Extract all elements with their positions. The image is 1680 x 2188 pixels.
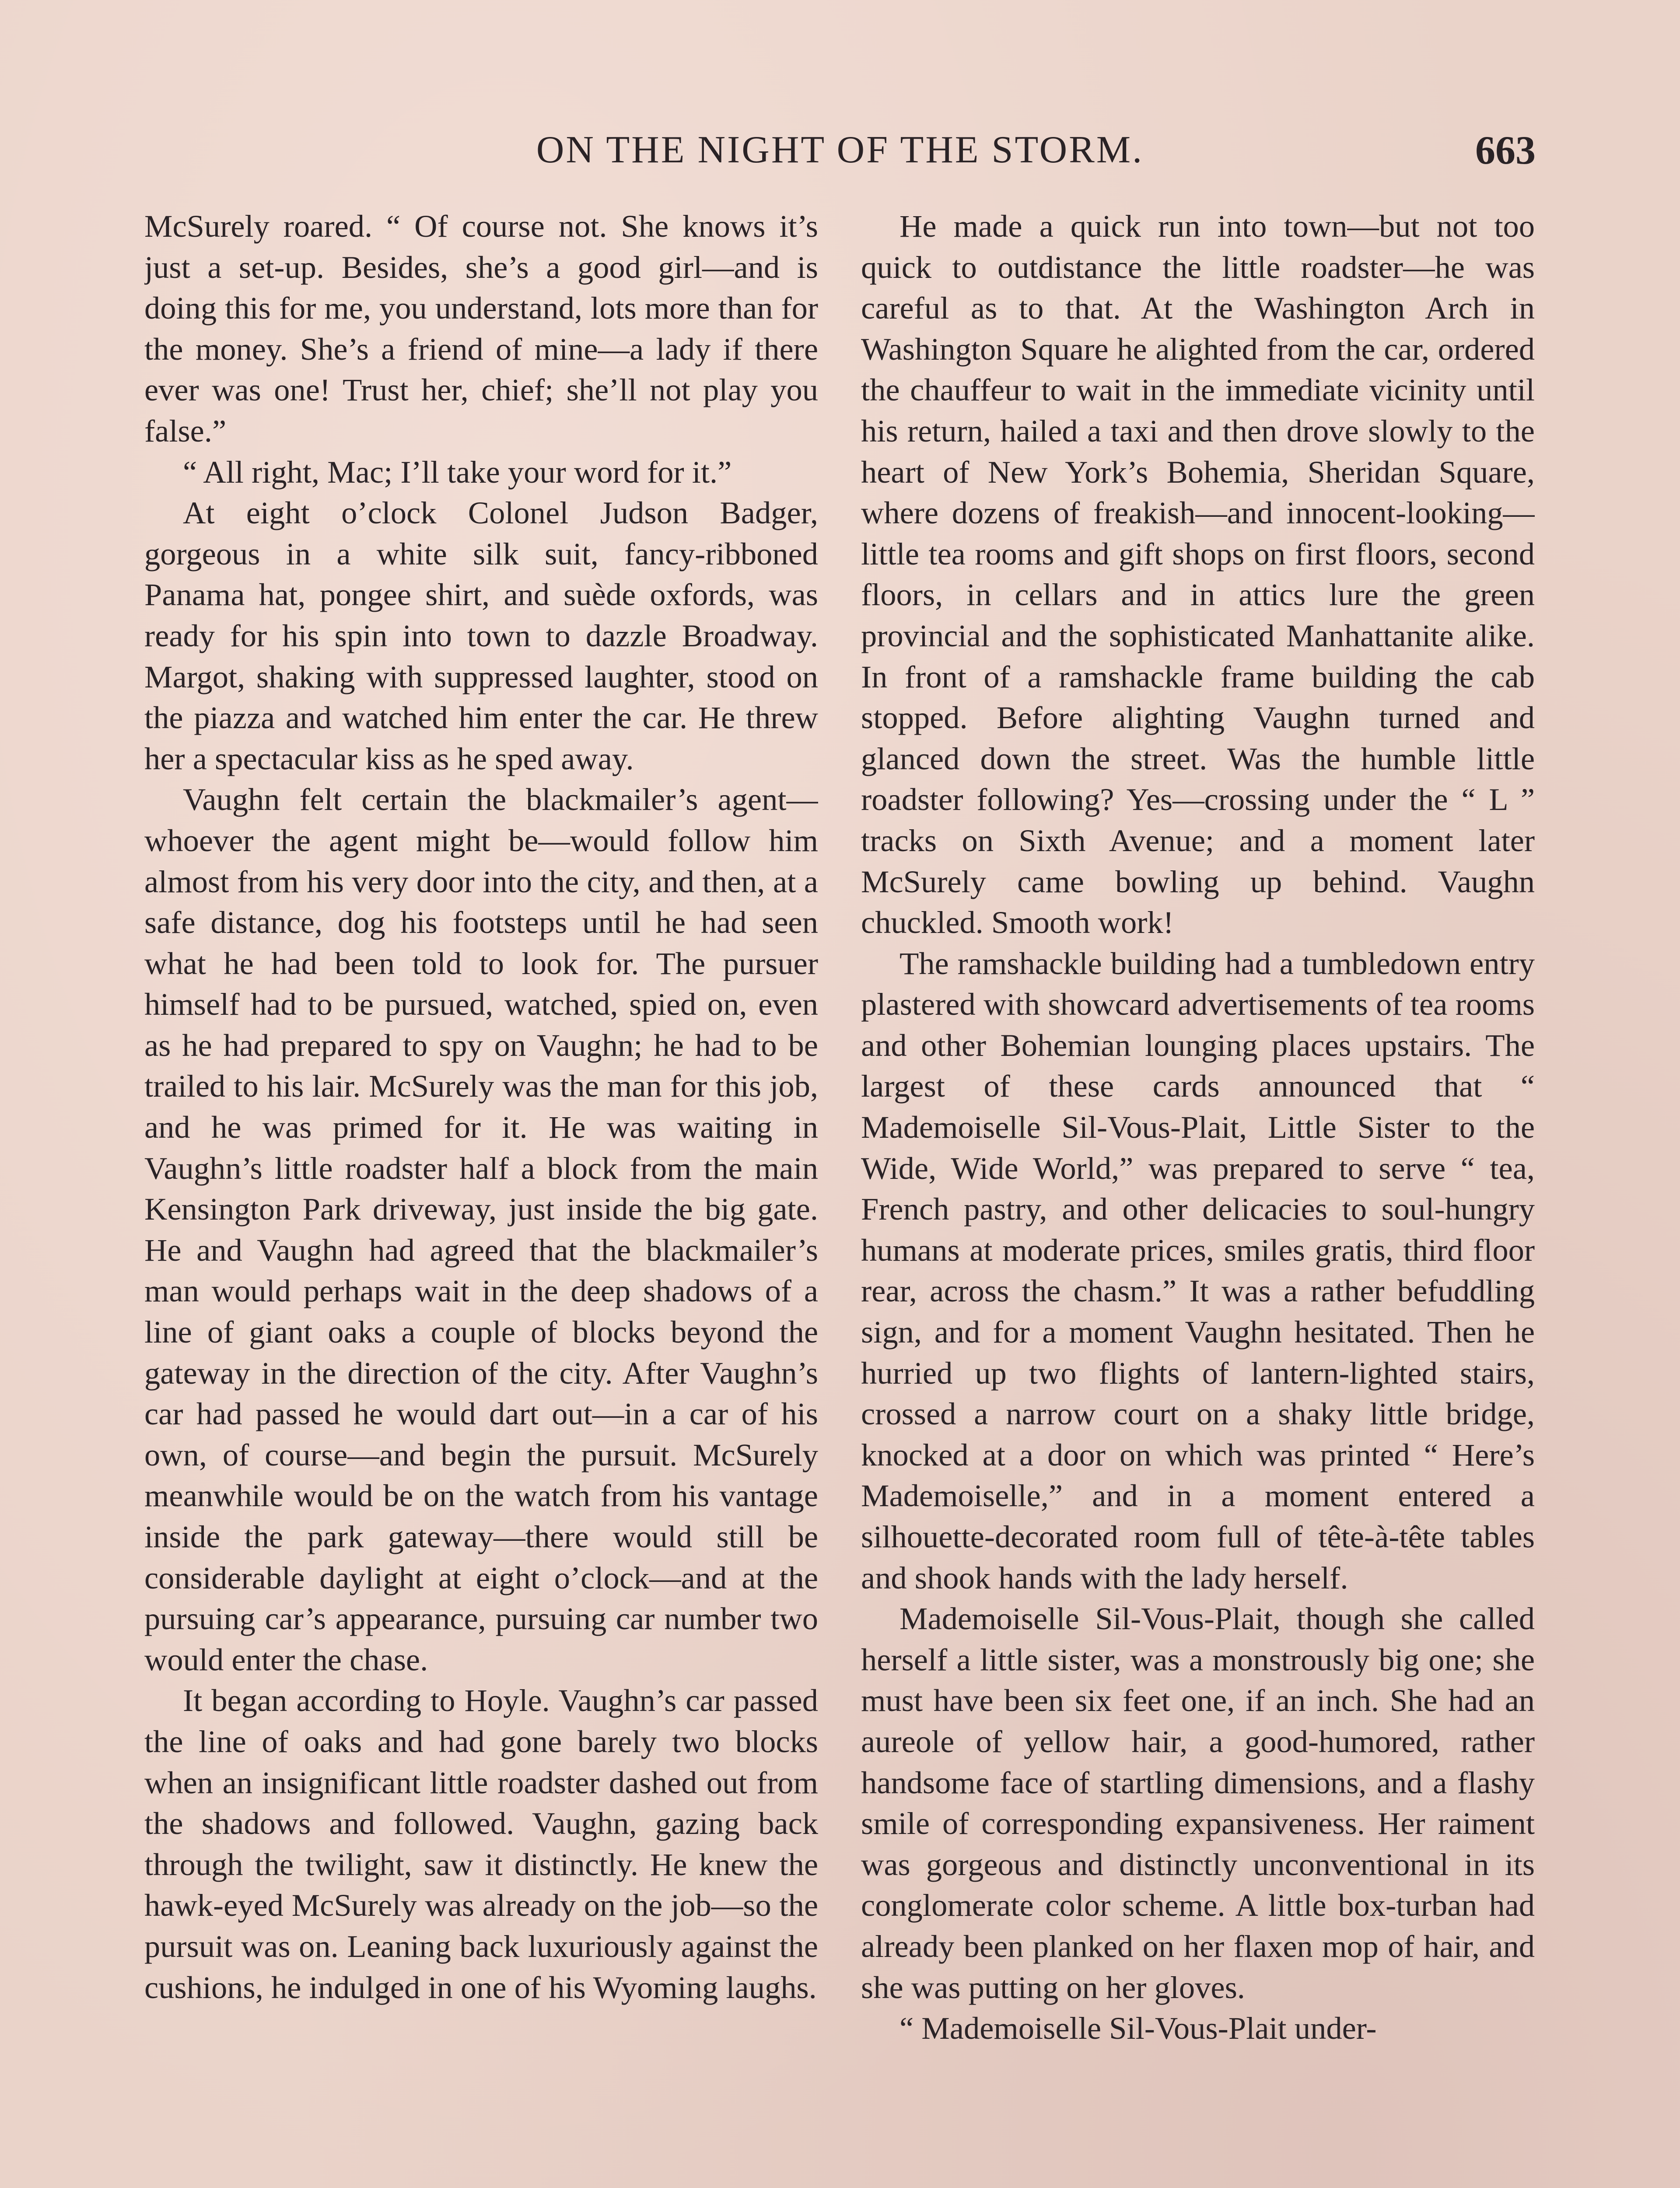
page-number: 663 (1475, 128, 1536, 172)
paragraph: “ All right, Mac; I’ll take your word for it.” (183, 454, 732, 490)
paragraph: He made a quick run into town—but not too quick to outdistance the little roadster—he was careful as to that. At the Washington Arch in Washington Square he alighted from the car, ordered the chauffeur to wait in the immediate vicinity until his return, hailed a taxi and then drove slowly to the heart of New York’s Bohemia, Sheridan Square, where dozens of freakish—and innocent-looking—little tea rooms and gift shops on first floors, second floors, in cellars and in attics lure the green provincial and the sophisticated Manhattanite alike. In front of a ramshackle frame building the cab stopped. Before alighting Vaughn turned and glanced down the street. Was the humble little roadster following? Yes—crossing under the “ L ” tracks on Sixth Avenue; and a moment later McSurely came bowling up behind. Vaughn chuckled. Smooth work! (861, 208, 1535, 940)
paragraph: McSurely roared. “ Of course not. She knows it’s just a set-up. Besides, she’s a good girl—and is doing this for me, you understand, lots more than for the money. She’s a friend of mine—a lady if there ever was one! Trust her, chief; she’ll not play you false.” (144, 208, 818, 449)
paragraph: Mademoiselle Sil-Vous-Plait, though she called herself a little sister, was a monstrously big one; she must have been six feet one, if an inch. She had an aureole of yellow hair, a good-humored, rather handsome face of startling dimensions, and a flashy smile of corresponding expansiveness. Her raiment was gorgeous and distinctly unconventional in its conglomerate color scheme. A little box-turban had already been planked on her flaxen mop of hair, and she was putting on her gloves. (861, 1601, 1535, 2005)
right-column (861, 206, 1535, 2188)
paragraph: At eight o’clock Colonel Judson Badger, gorgeous in a white silk suit, fancy-ribboned Panama hat, pongee shirt, and suède oxfords, was ready for his spin into town to dazzle Broadway. Margot, shaking with suppressed laughter, stood on the piazza and watched him enter the car. He threw her a spectacular kiss as he sped away. (144, 495, 818, 776)
running-title: ON THE NIGHT OF THE STORM. (536, 129, 1144, 171)
paragraph: Vaughn felt certain the blackmailer’s agent—whoever the agent might be—would follow him almost from his very door into the city, and then, at a safe distance, dog his footsteps until he had seen what he had been told to look for. The pursuer himself had to be pursued, watched, spied on, even as he had prepared to spy on Vaughn; he had to be trailed to his lair. McSurely was the man for this job, and he was primed for it. He was waiting in Vaughn’s little roadster half a block from the main Kensington Park driveway, just inside the big gate. He and Vaughn had agreed that the blackmailer’s man would perhaps wait in the deep shadows of a line of giant oaks a couple of blocks beyond the gateway in the direction of the city. After Vaughn’s car had passed he would dart out—in a car of his own, of course—and begin the pursuit. McSurely meanwhile would be on the watch from his vantage inside the park gateway—there would still be considerable daylight at eight o’clock—and at the pursuing car’s appearance, pursuing car number two would enter the chase. (144, 782, 818, 1677)
paragraph: “ Mademoiselle Sil-Vous-Plait under- (900, 2010, 1377, 2046)
paragraph: It began according to Hoyle. Vaughn’s car passed the line of oaks and had gone barely two blocks when an insignificant little roadster dashed out from the shadows and followed. Vaughn, gazing back through the twilight, saw it distinctly. He knew the hawk-eyed McSurely was already on the job—so the pursuit was on. Leaning back luxuriously against the cushions, he indulged in one of his Wyoming laughs. (144, 1683, 818, 2005)
running-head (144, 126, 1536, 174)
left-column (144, 206, 818, 2188)
paragraph: The ramshackle building had a tumbledown entry plastered with showcard advertisements of tea rooms and other Bohemian lounging places upstairs. The largest of these cards announced that “ Mademoiselle Sil-Vous-Plait, Little Sister to the Wide, Wide World,” was prepared to serve “ tea, French pastry, and other delicacies to soul-hungry humans at moderate prices, smiles gratis, third floor rear, across the chasm.” It was a rather befuddling sign, and for a moment Vaughn hesitated. Then he hurried up two flights of lantern-lighted stairs, crossed a narrow court on a shaky little bridge, knocked at a door on which was printed “ Here’s Mademoiselle,” and in a moment entered a silhouette-decorated room full of tête-à-tête tables and shook hands with the lady herself. (861, 945, 1535, 1595)
